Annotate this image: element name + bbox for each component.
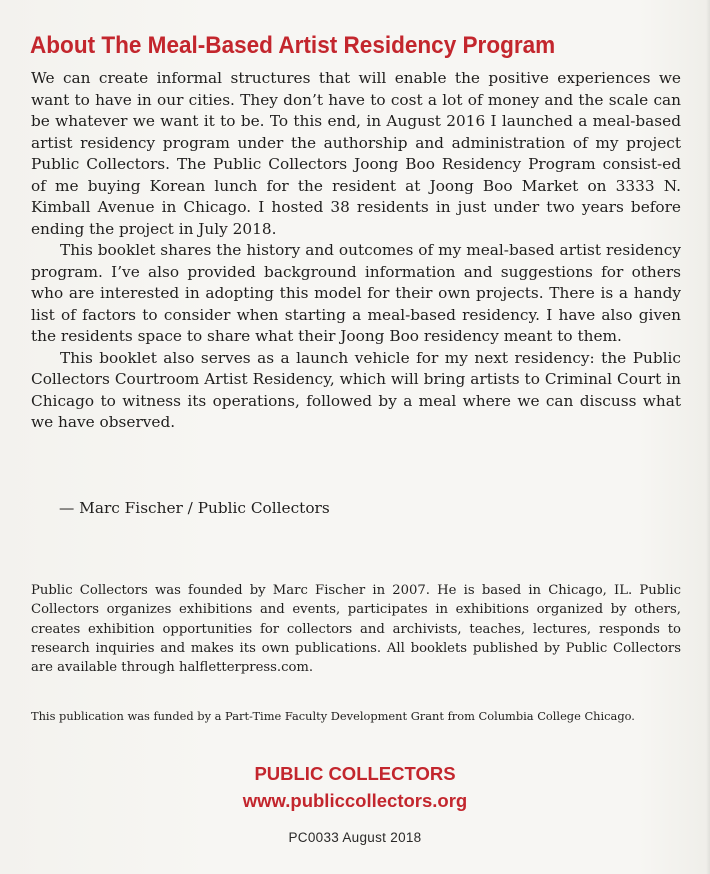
page-edge-shadow [706,0,710,874]
publisher-url-link[interactable]: www.publiccollectors.org [242,790,468,811]
author-signature: — Marc Fischer / Public Collectors [59,499,330,517]
page-title: About The Meal-Based Artist Residency Program [30,32,556,59]
funding-note: This publication was funded by a Part-Time Faculty Development Grant from Columbia College Chicago. [31,709,635,723]
publication-code: PC0033 August 2018 [288,830,422,845]
essay-body [31,68,681,434]
about-public-collectors: Public Collectors was founded by Marc Fischer in 2007. He is based in Chicago, IL. Public Collectors organizes exhibitions and events, participates in exhibitions organized by others, creates exhibition opportunities for collectors and archivists, teaches, lectures, responds to research inquiries and makes its own publications. All booklets published by Public Collectors are available through halfletterpress.com. [31,583,681,676]
publisher-name: PUBLIC COLLECTORS [254,763,456,784]
essay-paragraph-3: This booklet also serves as a launch vehicle for my next residency: the Public Collectors Courtroom Artist Residency, which will bring artists to Criminal Court in Chicago to witness its operations, followed by a meal where we can discuss what we have observed. [31,348,681,431]
essay-paragraph-2: This booklet shares the history and outcomes of my meal-based artist residency program. I’ve also provided background information and suggestions for others who are interested in adopting this model for their own projects. There is a handy list of factors to consider when starting a meal-based residency. I have also given the residents space to share what their Joong Boo residency meant to them. [31,241,681,345]
essay-paragraph-1: We can create informal structures that will enable the positive experiences we want to have in our cities. They don’t have to cost a lot of money and the scale can be whatever we want it to be. To this end, in August 2016 I launched a meal-based artist residency program under the authorship and administration of my project Public Collectors. The Public Collectors Joong Boo Residency Program consist-ed of me buying Korean lunch for the resident at Joong Boo Market on 3333 N. Kimball Avenue in Chicago. I hosted 38 residents in just under two years before ending the project in July 2018. [31,69,681,238]
